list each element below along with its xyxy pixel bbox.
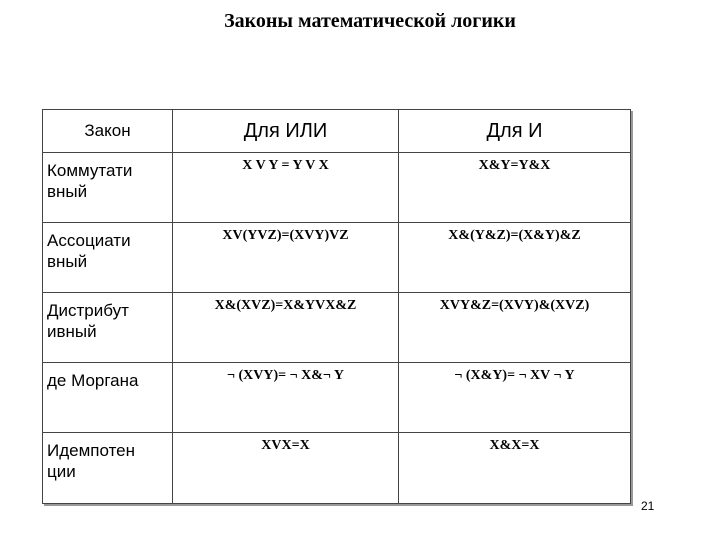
or-formula-cell: X&(XVZ)=X&YVX&Z [173,293,399,363]
laws-table [42,109,631,504]
table-row [43,223,631,293]
header-law: Закон [43,110,173,153]
table-row [43,433,631,504]
page-number: 21 [641,499,655,513]
law-name-cell: Ассоциати вный [43,223,173,293]
and-formula-cell: X&X=X [399,433,631,504]
table-row [43,153,631,223]
and-formula-cell: X&Y=Y&X [399,153,631,223]
header-and: Для И [399,110,631,153]
law-name-cell: Коммутати вный [43,153,173,223]
table-row [43,293,631,363]
header-or: Для ИЛИ [173,110,399,153]
or-formula-cell: XV(YVZ)=(XVY)VZ [173,223,399,293]
and-formula-cell: X&(Y&Z)=(X&Y)&Z [399,223,631,293]
and-formula-cell: ¬ (X&Y)= ¬ XV ¬ Y [399,363,631,433]
and-formula-cell: XVY&Z=(XVY)&(XVZ) [399,293,631,363]
law-name-cell: де Моргана [43,363,173,433]
law-name-cell: Идемпотен ции [43,433,173,504]
or-formula-cell: XVX=X [173,433,399,504]
table-header-row [43,110,631,153]
slide-title: Законы математической логики [224,10,516,32]
law-name-cell: Дистрибут ивный [43,293,173,363]
or-formula-cell: ¬ (XVY)= ¬ X&¬ Y [173,363,399,433]
table-row [43,363,631,433]
or-formula-cell: X V Y = Y V X [173,153,399,223]
